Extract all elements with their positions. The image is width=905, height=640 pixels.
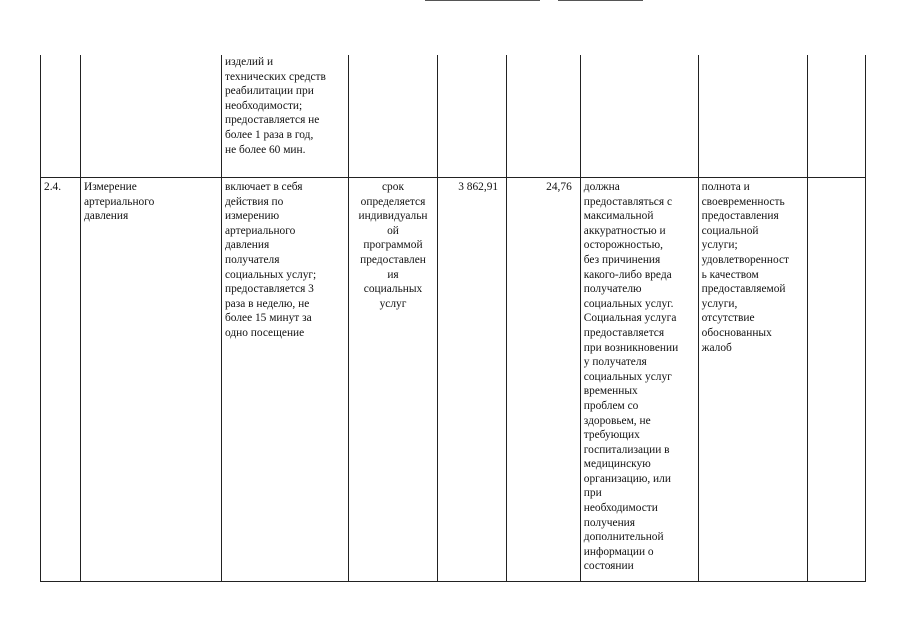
cell-quality [698,55,807,178]
cell-service-description: включает в себя действия по измерению артериального давления получателя социальных услуг; предоставляется 3 раза в неделю, не более 15 минут за одно посещение [221,178,348,582]
top-edge-mark [425,0,540,1]
cell-tariff [437,55,506,178]
cell-service-name [80,55,221,178]
cell-number [41,55,81,178]
cell-extra [808,178,866,582]
services-table [40,55,866,582]
cell-conditions [580,55,698,178]
cell-extra [808,55,866,178]
cell-service-name: Измерение артериального давления [80,178,221,582]
top-edge-mark [558,0,643,1]
cell-price [507,55,581,178]
cell-tariff: 3 862,91 [437,178,506,582]
cell-term [349,55,437,178]
cell-number: 2.4. [41,178,81,582]
table-row-continuation [41,55,866,178]
cell-quality: полнота и своевременность предоставления социальной услуги; удовлетворенност ь качеством предоставляемой услуги, отсутствие обоснованных жалоб [698,178,807,582]
cell-term: срок определяется индивидуальн ой программой предоставлен ия социальных услуг [349,178,437,582]
cell-price: 24,76 [507,178,581,582]
cell-conditions: должна предоставляться с максимальной аккуратностью и осторожностью, без причинения какого-либо вреда получателю социальных услуг. Социальная услуга предоставляется при возникновении у получателя социальных услуг временных проблем со здоровьем, не требующих госпитализации в медицинскую организацию, или при необходимости получения дополнительной информации о состоянии [580,178,698,582]
cell-service-description: изделий и технических средств реабилитации при необходимости; предоставляется не более 1 раза в год, не более 60 мин. [221,55,348,178]
table-row-service [41,178,866,582]
